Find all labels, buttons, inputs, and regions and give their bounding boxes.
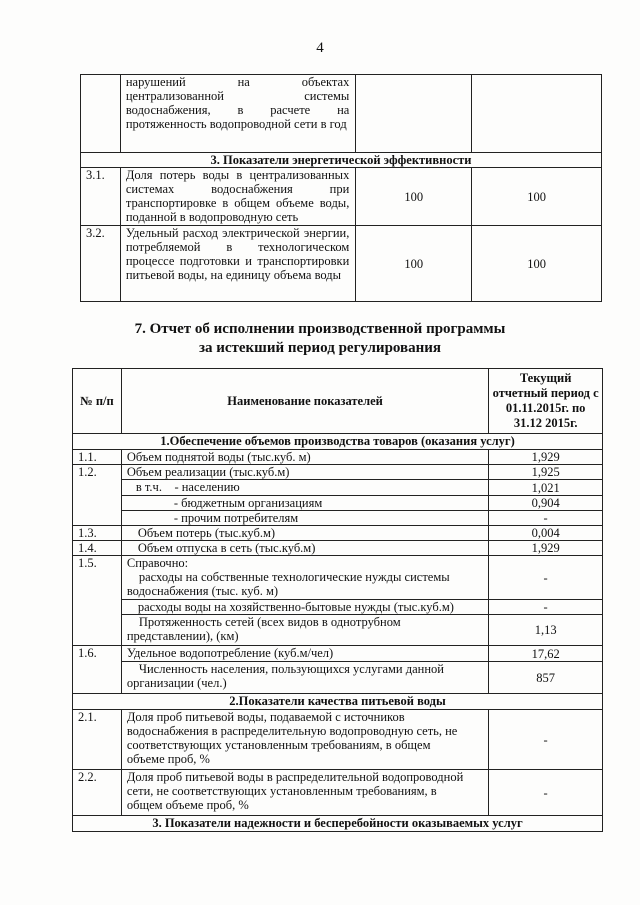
indicator-value-2: 100 [472, 226, 602, 302]
section-title: 1.Обеспечение объемов производства товаров (оказания услуг) [73, 434, 603, 450]
row-number [73, 496, 122, 511]
indicator-name: - бюджетным организациям [121, 496, 488, 511]
indicator-name-line: Протяженность сетей (всех видов в однотрубном [138, 615, 401, 629]
indicator-name: Объем потерь (тыс.куб.м) [121, 526, 488, 541]
section-title: 2.Показатели качества питьевой воды [73, 694, 603, 710]
indicator-description: нарушений на объектах централизованной системы водоснабжения, в расчете на протяженность водопроводной сети в год [120, 75, 355, 153]
indicator-value: - [489, 556, 603, 600]
indicator-value: 1,929 [489, 450, 603, 465]
section-header-row [73, 694, 603, 710]
indicator-name-line: представлении), (км) [126, 629, 239, 643]
indicator-name: Объем отпуска в сеть (тыс.куб.м) [121, 541, 488, 556]
indicator-name: Объем реализации (тыс.куб.м) [121, 465, 488, 480]
program-execution-table [72, 368, 603, 832]
indicator-value-2: 100 [472, 168, 602, 226]
section-title: 3. Показатели энергетической эффективности [81, 153, 602, 168]
table-row [81, 168, 602, 226]
table-row [73, 710, 603, 770]
indicator-name-line: расходы на собственные технологические нужды системы [138, 570, 450, 584]
table-row [81, 226, 602, 302]
indicator-value: - [489, 600, 603, 615]
row-number: 1.6. [73, 646, 122, 662]
indicator-name: Удельное водопотребление (куб.м/чел) [121, 646, 488, 662]
indicator-name [121, 710, 488, 770]
table-row [81, 75, 602, 153]
indicator-value: 0,904 [489, 496, 603, 511]
row-number [81, 75, 121, 153]
indicator-name [121, 770, 488, 816]
indicator-description: Удельный расход электрической энергии, потребляемой в технологическом процессе подготовки и транспортировки питьевой воды, на единицу объема воды [120, 226, 355, 302]
indicator-name-line: водоснабжения (тыс. куб. м) [126, 584, 279, 598]
indicator-name-line: водоснабжения в распределительную водопроводную сеть, не [126, 724, 458, 738]
indicator-value-1: 100 [356, 226, 472, 302]
page-number: 4 [316, 40, 324, 56]
indicator-value-2 [472, 75, 602, 153]
indicator-name-line: Доля проб питьевой воды, подаваемой с источников [126, 710, 405, 724]
indicator-name [121, 615, 488, 646]
table-row [73, 556, 603, 600]
section-header-row [73, 816, 603, 832]
table-row [73, 496, 603, 511]
indicator-value-1 [356, 75, 472, 153]
row-number [73, 662, 122, 694]
indicator-name: расходы воды на хозяйственно-бытовые нужды (тыс.куб.м) [121, 600, 488, 615]
table-row [73, 662, 603, 694]
section-header-row [73, 434, 603, 450]
header-reporting-period: Текущий отчетный период с 01.11.2015г. по 31.12 2015г. [489, 369, 603, 434]
indicator-description: Доля потерь воды в централизованных системах водоснабжения при транспортировке в общем объеме воды, поданной в водопроводную сеть [120, 168, 355, 226]
table-row [73, 526, 603, 541]
indicator-value: 1,929 [489, 541, 603, 556]
indicator-name-line: общем объеме проб, % [126, 798, 249, 812]
indicator-value: - [489, 770, 603, 816]
table-row [73, 770, 603, 816]
indicator-name: - прочим потребителям [121, 511, 488, 526]
row-number [73, 511, 122, 526]
indicator-value: 0,004 [489, 526, 603, 541]
indicator-name-line: Доля проб питьевой воды в распределительной водопроводной [126, 770, 464, 784]
row-number: 1.4. [73, 541, 122, 556]
section-title: 3. Показатели надежности и бесперебойности оказываемых услуг [73, 816, 603, 832]
indicator-value-1: 100 [356, 168, 472, 226]
table-row [73, 646, 603, 662]
indicators-table-continued [80, 74, 602, 302]
indicator-name: в т.ч. - населению [121, 480, 488, 496]
indicator-value: 1,925 [489, 465, 603, 480]
indicator-name-line: сети, не соответствующих установленным требованиям, в [126, 784, 437, 798]
row-number [73, 615, 122, 646]
indicator-name-line: Численность населения, пользующихся услугами данной [138, 662, 444, 676]
indicator-value: 1,13 [489, 615, 603, 646]
indicator-name [121, 556, 488, 600]
table-row [73, 600, 603, 615]
header-number: № п/п [73, 369, 122, 434]
indicator-name: Объем поднятой воды (тыс.куб. м) [121, 450, 488, 465]
indicator-value: 1,021 [489, 480, 603, 496]
section-header-row [81, 153, 602, 168]
row-number: 1.3. [73, 526, 122, 541]
row-number: 2.2. [73, 770, 122, 816]
indicator-value: - [489, 511, 603, 526]
indicator-value: - [489, 710, 603, 770]
section-title-line-2: за истекший период регулирования [198, 340, 442, 356]
row-number [73, 600, 122, 615]
indicator-name [121, 662, 488, 694]
row-number: 2.1. [73, 710, 122, 770]
indicator-name-line: Справочно: [126, 556, 189, 570]
indicator-name-line: объеме проб, % [126, 752, 210, 766]
table-row [73, 480, 603, 496]
row-number [73, 480, 122, 496]
row-number: 1.5. [73, 556, 122, 600]
indicator-value: 17,62 [489, 646, 603, 662]
table-header-row [73, 369, 603, 434]
table-row [73, 465, 603, 480]
row-number: 1.2. [73, 465, 122, 480]
indicator-value: 857 [489, 662, 603, 694]
section-title-line-1: 7. Отчет об исполнении производственной программы [134, 321, 506, 337]
header-indicator-name: Наименование показателей [121, 369, 488, 434]
row-number: 1.1. [73, 450, 122, 465]
table-row [73, 511, 603, 526]
table-row [73, 450, 603, 465]
row-number: 3.1. [81, 168, 121, 226]
indicator-name-line: организации (чел.) [126, 676, 227, 690]
table-row [73, 615, 603, 646]
table-row [73, 541, 603, 556]
row-number: 3.2. [81, 226, 121, 302]
indicator-name-line: соответствующих установленным требованиям, в общем [126, 738, 431, 752]
